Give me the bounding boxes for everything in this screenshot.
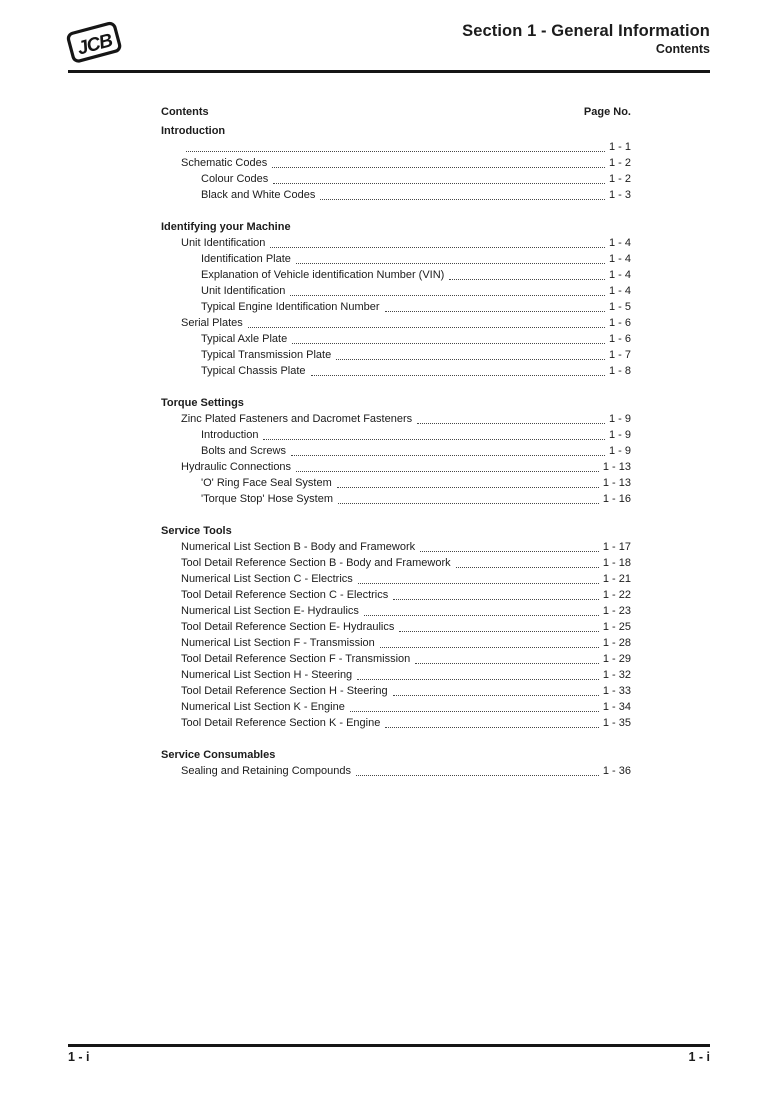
- dot-leader: [248, 327, 605, 328]
- toc-entry[interactable]: [161, 587, 631, 603]
- section-subtitle: Contents: [655, 41, 710, 56]
- dot-leader: [417, 423, 605, 424]
- toc-entry[interactable]: [161, 683, 631, 699]
- toc-section-heading: Service Tools: [161, 525, 232, 537]
- page-header: [68, 0, 710, 70]
- toc-entry[interactable]: [161, 331, 631, 347]
- toc-section: [161, 395, 631, 507]
- toc-entry-page: 1 - 4: [608, 269, 631, 281]
- dot-leader: [337, 487, 599, 488]
- dot-leader: [320, 199, 605, 200]
- toc-entry-page: 1 - 17: [602, 541, 631, 553]
- toc-entry[interactable]: [161, 155, 631, 171]
- toc-entry-page: 1 - 4: [608, 237, 631, 249]
- toc-entry-label: Numerical List Section F - Transmission: [181, 637, 375, 649]
- toc-entry-page: 1 - 9: [608, 413, 631, 425]
- dot-leader: [393, 599, 599, 600]
- dot-leader: [290, 295, 605, 296]
- toc-entry-page: 1 - 25: [602, 621, 631, 633]
- toc-entry[interactable]: [161, 459, 631, 475]
- toc-entry[interactable]: [161, 475, 631, 491]
- toc-section: [161, 747, 631, 779]
- page-no-column-label: Page No.: [583, 106, 631, 118]
- toc-entry[interactable]: [161, 411, 631, 427]
- toc-entry[interactable]: [161, 603, 631, 619]
- dot-leader: [292, 343, 605, 344]
- toc-entry-label: 'Torque Stop' Hose System: [201, 493, 333, 505]
- toc-entry-page: 1 - 29: [602, 653, 631, 665]
- toc-entry-label: Sealing and Retaining Compounds: [181, 765, 352, 777]
- dot-leader: [357, 679, 599, 680]
- toc-entry-label: Typical Chassis Plate: [201, 365, 306, 377]
- dot-leader: [263, 439, 605, 440]
- jcb-logo-icon: [61, 16, 127, 68]
- toc-entry-page: 1 - 8: [608, 365, 631, 377]
- footer-page-number-left: 1 - i: [68, 1050, 90, 1064]
- toc-section-heading: Identifying your Machine: [161, 221, 291, 233]
- dot-leader: [296, 263, 605, 264]
- header-divider: [68, 70, 710, 73]
- toc-entry-label: Tool Detail Reference Section C - Electrics: [181, 589, 389, 601]
- toc-section: [161, 523, 631, 731]
- toc-entry[interactable]: [161, 667, 631, 683]
- toc-entry[interactable]: [161, 443, 631, 459]
- toc-entry[interactable]: [161, 491, 631, 507]
- toc-entry[interactable]: [161, 235, 631, 251]
- dot-leader: [415, 663, 599, 664]
- dot-leader: [270, 247, 605, 248]
- toc-entry-label: Black and White Codes: [201, 189, 316, 201]
- toc-entry-label: Numerical List Section B - Body and Framework: [181, 541, 416, 553]
- toc-entry-page: 1 - 36: [602, 765, 631, 777]
- table-of-contents: [161, 104, 631, 779]
- toc-entry[interactable]: [161, 171, 631, 187]
- dot-leader: [399, 631, 598, 632]
- dot-leader: [186, 151, 605, 152]
- toc-section-heading: Torque Settings: [161, 397, 244, 409]
- dot-leader: [336, 359, 605, 360]
- contents-column-label: Contents: [161, 106, 209, 118]
- toc-entry[interactable]: [161, 427, 631, 443]
- dot-leader: [358, 583, 599, 584]
- toc-entry-label: Bolts and Screws: [201, 445, 286, 457]
- toc-entry-page: 1 - 6: [608, 333, 631, 345]
- dot-leader: [364, 615, 599, 616]
- dot-leader: [296, 471, 599, 472]
- dot-leader: [385, 727, 599, 728]
- toc-entry-page: 1 - 35: [602, 717, 631, 729]
- toc-entry-page: 1 - 9: [608, 445, 631, 457]
- toc-entry-label: Tool Detail Reference Section H - Steering: [181, 685, 388, 697]
- toc-entry[interactable]: [161, 635, 631, 651]
- dot-leader: [338, 503, 599, 504]
- page-footer: [68, 1044, 710, 1064]
- toc-entry[interactable]: [161, 715, 631, 731]
- toc-entry-page: 1 - 4: [608, 285, 631, 297]
- toc-entry-page: 1 - 33: [602, 685, 631, 697]
- toc-entry-label: Colour Codes: [201, 173, 269, 185]
- toc-entry-label: Typical Transmission Plate: [201, 349, 332, 361]
- toc-entry[interactable]: [161, 699, 631, 715]
- toc-entry-label: Introduction: [201, 429, 259, 441]
- toc-entry-label: Serial Plates: [181, 317, 243, 329]
- toc-entry-label: Numerical List Section C - Electrics: [181, 573, 353, 585]
- header-titles: [462, 22, 710, 57]
- toc-entry-label: Tool Detail Reference Section B - Body and Framework: [181, 557, 451, 569]
- toc-sections: [161, 123, 631, 779]
- toc-entry-label: Typical Axle Plate: [201, 333, 288, 345]
- toc-entry-label: Zinc Plated Fasteners and Dacromet Fasteners: [181, 413, 413, 425]
- toc-entry-page: 1 - 23: [602, 605, 631, 617]
- toc-entry-label: Hydraulic Connections: [181, 461, 292, 473]
- toc-entry[interactable]: [161, 571, 631, 587]
- toc-entry-label: 'O' Ring Face Seal System: [201, 477, 332, 489]
- toc-entry-label: Typical Engine Identification Number: [201, 301, 380, 313]
- toc-entry-page: 1 - 18: [602, 557, 631, 569]
- toc-entry-label: Explanation of Vehicle identification Number (VIN): [201, 269, 445, 281]
- dot-leader: [291, 455, 605, 456]
- dot-leader: [356, 775, 599, 776]
- toc-entry-label: Unit Identification: [201, 285, 286, 297]
- toc-entry[interactable]: [161, 283, 631, 299]
- toc-section-heading: Service Consumables: [161, 749, 276, 761]
- toc-entry-page: 1 - 9: [608, 429, 631, 441]
- dot-leader: [449, 279, 605, 280]
- toc-entry[interactable]: [161, 763, 631, 779]
- toc-entry-page: 1 - 6: [608, 317, 631, 329]
- toc-entry-label: Numerical List Section E- Hydraulics: [181, 605, 359, 617]
- toc-entry-label: Identification Plate: [201, 253, 291, 265]
- footer-divider: [68, 1044, 710, 1047]
- dot-leader: [273, 183, 605, 184]
- toc-entry-page: 1 - 34: [602, 701, 631, 713]
- toc-entry[interactable]: [161, 363, 631, 379]
- toc-entry-page: 1 - 28: [602, 637, 631, 649]
- toc-entry[interactable]: [161, 347, 631, 363]
- dot-leader: [272, 167, 605, 168]
- toc-entry-page: 1 - 5: [608, 301, 631, 313]
- toc-entry-label: Numerical List Section K - Engine: [181, 701, 345, 713]
- toc-entry-page: 1 - 13: [602, 477, 631, 489]
- toc-entry[interactable]: [161, 267, 631, 283]
- section-title: Section 1 - General Information: [462, 22, 710, 40]
- toc-entry[interactable]: [161, 555, 631, 571]
- jcb-logo-letters: JCB: [75, 30, 115, 60]
- dot-leader: [350, 711, 599, 712]
- dot-leader: [385, 311, 605, 312]
- dot-leader: [311, 375, 605, 376]
- toc-entry-label: Unit Identification: [181, 237, 266, 249]
- toc-entry[interactable]: [161, 139, 631, 155]
- toc-section-heading: Introduction: [161, 125, 226, 137]
- toc-entry-page: 1 - 2: [608, 173, 631, 185]
- toc-entry-page: 1 - 3: [608, 189, 631, 201]
- toc-entry-page: 1 - 21: [602, 573, 631, 585]
- toc-entry[interactable]: [161, 251, 631, 267]
- toc-entry-label: Numerical List Section H - Steering: [181, 669, 353, 681]
- toc-entry-page: 1 - 4: [608, 253, 631, 265]
- toc-column-headers: [161, 104, 631, 120]
- toc-entry-page: 1 - 22: [602, 589, 631, 601]
- toc-entry-label: Tool Detail Reference Section F - Transmission: [181, 653, 411, 665]
- toc-entry-label: Schematic Codes: [181, 157, 268, 169]
- dot-leader: [380, 647, 599, 648]
- toc-entry[interactable]: [161, 299, 631, 315]
- toc-entry[interactable]: [161, 539, 631, 555]
- toc-entry-page: 1 - 13: [602, 461, 631, 473]
- toc-entry[interactable]: [161, 619, 631, 635]
- toc-entry-label: Tool Detail Reference Section K - Engine: [181, 717, 381, 729]
- toc-entry-page: 1 - 2: [608, 157, 631, 169]
- footer-page-number-right: 1 - i: [688, 1050, 710, 1064]
- toc-section: [161, 123, 631, 203]
- toc-entry[interactable]: [161, 651, 631, 667]
- dot-leader: [420, 551, 599, 552]
- toc-entry-page: 1 - 16: [602, 493, 631, 505]
- dot-leader: [393, 695, 599, 696]
- toc-entry[interactable]: [161, 187, 631, 203]
- toc-section: [161, 219, 631, 379]
- toc-entry-label: Tool Detail Reference Section E- Hydraulics: [181, 621, 395, 633]
- dot-leader: [456, 567, 599, 568]
- toc-entry-page: 1 - 1: [608, 141, 631, 153]
- toc-entry-page: 1 - 32: [602, 669, 631, 681]
- toc-entry[interactable]: [161, 315, 631, 331]
- toc-entry-page: 1 - 7: [608, 349, 631, 361]
